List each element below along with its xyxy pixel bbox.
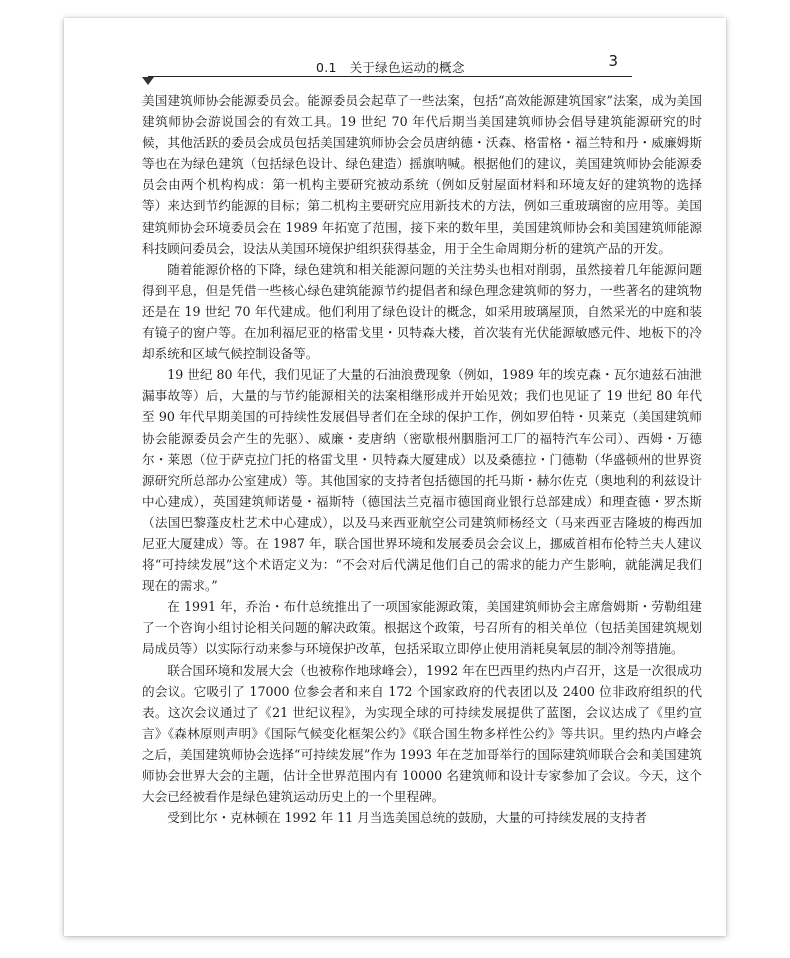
- header-rule: [148, 76, 632, 77]
- paragraph: 联合国环境和发展大会（也被称作地球峰会），1992 年在巴西里约热内卢召开，这是一次很成功的会议。它吸引了 17000 位参会者和来自 172 个国家政府的代表团以及 2400 位非政府组织的代表。这次会议通过了《21 世纪议程》，为实现全球的可持续发展提供了蓝图，会议达成了《里约宣言》《森林原则声明》《国际气候变化框架公约》《联合国生物多样性公约》等共识。里约热内卢峰会之后，美国建筑师协会选择“可持续发展”作为 1993 年在芝加哥举行的国际建筑师联合会和美国建筑师协会世界大会的主题，估计全世界范围内有 10000 名建筑师和设计专家参加了会议。今天，这个大会已经被看作是绿色建筑运动历史上的一个里程碑。: [142, 662, 702, 805]
- paragraph: 美国建筑师协会能源委员会。能源委员会起草了一些法案，包括“高效能源建筑国家”法案，成为美国建筑师协会游说国会的有效工具。19 世纪 70 年代后期当美国建筑师协会倡导建筑能源研究的时候，其他活跃的委员会成员包括美国建筑师协会会员唐纳德・沃森、格雷格・福兰特和丹・威廉姆斯等也在为绿色建筑（包括绿色设计、绿色建造）摇旗呐喊。根据他们的建议，美国建筑师协会能源委员会由两个机构构成：第一机构主要研究被动系统（例如反射屋面材料和环境友好的建筑物的选择等）来达到节约能源的目标；第二机构主要研究应用新技术的方法，例如三重玻璃窗的应用等。美国建筑师协会环境委员会在 1989 年拓宽了范围，接下来的数年里，美国建筑师协会和美国建筑师能源科技顾问委员会，设法从美国环境保护组织获得基金，用于全生命周期分析的建筑产品的开发。: [142, 93, 702, 256]
- header-triangle-icon: [142, 77, 154, 85]
- page-header: [64, 18, 726, 98]
- paragraph: 19 世纪 80 年代，我们见证了大量的石油浪费现象（例如，1989 年的埃克森・瓦尔迪兹石油泄漏事故等）后，大量的与节约能源相关的法案相继形成并开始见效；我们也见证了 19 世纪 80 年代至 90 年代早期美国的可持续性发展倡导者们在全球的保护工作，例如罗伯特・贝莱克（美国建筑师协会能源委员会产生的先驱）、威廉・麦唐纳（密歇根州胭脂河工厂的福特汽车公司）、西姆・万德尔・莱恩（位于萨克拉门托的格雷戈里・贝特森大厦建成）以及桑德拉・门德勒（华盛顿州的世界资源研究所总部办公室建成）等。其他国家的支持者包括德国的托马斯・赫尔佐克（奥地利的利兹设计中心建成），英国建筑师诺曼・福斯特（德国法兰克福市德国商业银行总部建成）和理查德・罗杰斯（法国巴黎蓬皮杜艺术中心建成），以及马来西亚航空公司建筑师杨经文（马来西亚吉隆坡的梅西加尼亚大厦建成）等。在 1987 年，联合国世界环境和发展委员会会议上，挪威首相布伦特兰夫人建议将“可持续发展”这个术语定义为：“不会对后代满足他们自己的需求的能力产生影响，就能满足我们现在的需求。”: [142, 367, 702, 594]
- body-text: [142, 90, 702, 828]
- section-title: 0.1 关于绿色运动的概念: [316, 60, 465, 75]
- paragraph: 在 1991 年，乔治・布什总统推出了一项国家能源政策，美国建筑师协会主席詹姆斯・劳勒组建了一个咨询小组讨论相关问题的解决政策。根据这个政策，号召所有的相关单位（包括美国建筑规划局成员等）以实际行动来参与环境保护改革，包括采取立即停止使用消耗臭氧层的制冷剂等措施。: [142, 599, 702, 657]
- page-number: 3: [608, 52, 618, 70]
- book-page: [64, 18, 726, 936]
- paragraph: 受到比尔・克林顿在 1992 年 11 月当选美国总统的鼓励，大量的可持续发展的支持者: [167, 810, 647, 826]
- paragraph: 随着能源价格的下降，绿色建筑和相关能源问题的关注势头也相对削弱，虽然接着几年能源问题得到平息，但是凭借一些核心绿色建筑能源节约提倡者和绿色理念建筑师的努力，一些著名的建筑物还是在 19 世纪 70 年代建成。他们利用了绿色设计的概念，如采用玻璃屋顶，自然采光的中庭和装有镜子的窗户等。在加利福尼亚的格雷戈里・贝特森大楼，首次装有光伏能源敏感元件、地板下的冷却系统和区域气候控制设备等。: [142, 261, 702, 362]
